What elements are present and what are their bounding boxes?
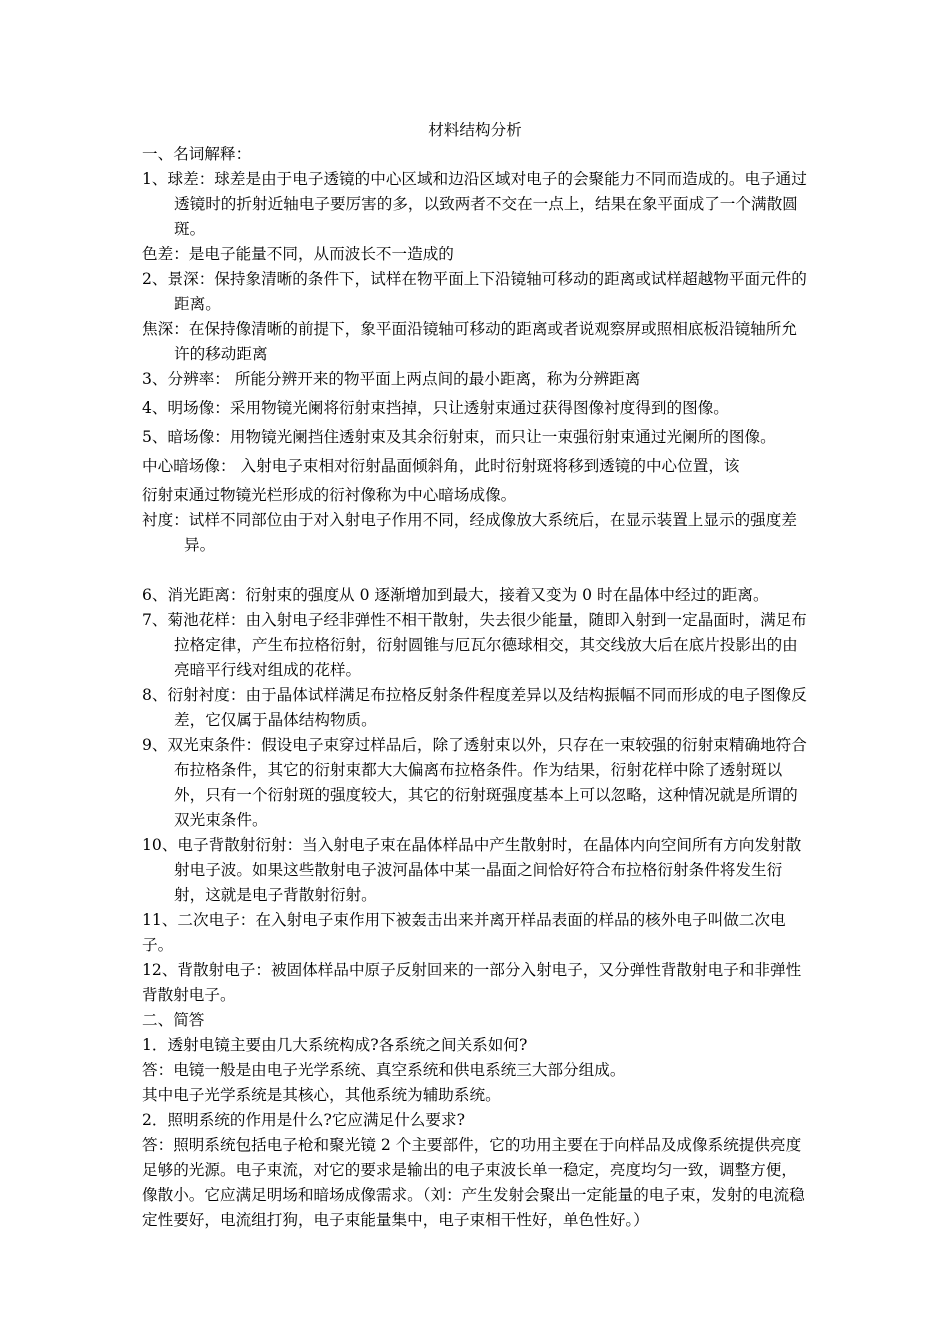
question-2: 2．照明系统的作用是什么?它应满足什么要求? — [142, 1111, 465, 1129]
term-bright-field: 4、明场像：采用物镜光阑将衍射束挡掉，只让透射束通过获得图像衬度得到的图像。 — [142, 399, 729, 417]
answer-1-line2: 其中电子光学系统是其核心，其他系统为辅助系统。 — [142, 1086, 501, 1104]
term-diffraction-contrast: 8、衍射衬度：由于晶体试样满足布拉格反射条件程度差异以及结构振幅不同而形成的电子图像反差，它仅属于晶体结构物质。 — [142, 686, 807, 729]
term-dark-field: 5、暗场像：用物镜光阑挡住透射束及其余衍射束，而只让一束强衍射束通过光阑所的图像。 — [142, 428, 776, 446]
term-centered-dark-field-line1: 中心暗场像： 入射电子束相对衍射晶面倾斜角，此时衍射斑将移到透镜的中心位置，该 — [142, 457, 740, 475]
term-ebsd: 10、电子背散射衍射：当入射电子束在晶体样品中产生散射时，在晶体内向空间所有方向发射散射电子波。如果这些散射电子波河晶体中某一晶面之间恰好符合布拉格衍射条件将发生衍射，这就是电子背散射衍射。 — [142, 836, 802, 904]
term-two-beam-condition: 9、双光束条件：假设电子束穿过样品后，除了透射束以外，只存在一束较强的衍射束精确地符合布拉格条件，其它的衍射束都大大偏离布拉格条件。作为结果，衍射花样中除了透射斑以外，只有一个衍射斑的强度较大，其它的衍射斑强度基本上可以忽略，这种情况就是所谓的双光束条件。 — [142, 736, 807, 829]
term-resolution: 3、分辨率： 所能分辨开来的物平面上两点间的最小距离，称为分辨距离 — [142, 370, 641, 388]
term-spherical-aberration: 1、球差：球差是由于电子透镜的中心区域和边沿区域对电子的会聚能力不同而造成的。电子通过透镜时的折射近轴电子要厉害的多，以致两者不交在一点上，结果在象平面成了一个满散圆斑。 — [142, 170, 807, 238]
question-1: 1．透射电镜主要由几大系统构成?各系统之间关系如何? — [142, 1036, 528, 1054]
term-depth-of-focus: 焦深：在保持像清晰的前提下，象平面沿镜轴可移动的距离或者说观察屏或照相底板沿镜轴所允许的移动距离 — [142, 320, 797, 363]
term-chromatic-aberration: 色差：是电子能量不同，从而波长不一造成的 — [142, 245, 454, 263]
term-kikuchi-pattern: 7、菊池花样：由入射电子经非弹性不相干散射，失去很少能量，随即入射到一定晶面时，满足布拉格定律，产生布拉格衍射，衍射圆锥与厄瓦尔德球相交，其交线放大后在底片投影出的由亮暗平行线对组成的花样。 — [142, 611, 807, 679]
answer-2: 答：照明系统包括电子枪和聚光镜 2 个主要部件，它的功用主要在于向样品及成像系统提供亮度足够的光源。电子束流，对它的要求是输出的电子束波长单一稳定，亮度均匀一致，调整方便，像散小。它应满足明场和暗场成像需求。（刘：产生发射会聚出一定能量的电子束，发射的电流稳定性要好，电流组打狗，电子束能量集中，电子束相干性好，单色性好。） — [142, 1136, 805, 1229]
term-depth-of-field: 2、景深：保持象清晰的条件下，试样在物平面上下沿镜轴可移动的距离或试样超越物平面元件的距离。 — [142, 270, 807, 313]
term-centered-dark-field-line2: 衍射束通过物镜光栏形成的衍衬像称为中心暗场成像。 — [142, 486, 517, 504]
term-backscattered-electrons: 12、背散射电子：被固体样品中原子反射回来的一部分入射电子，又分弹性背散射电子和非弹性背散射电子。 — [142, 961, 802, 1004]
answer-1-line1: 答：电镜一般是由电子光学系统、真空系统和供电系统三大部分组成。 — [142, 1061, 626, 1079]
term-secondary-electrons: 11、二次电子：在入射电子束作用下被轰击出来并离开样品表面的样品的核外电子叫做二次电子。 — [142, 911, 786, 954]
term-extinction-distance: 6、消光距离：衍射束的强度从 0 逐渐增加到最大，接着又变为 0 时在晶体中经过的距离。 — [142, 586, 769, 604]
document-title: 材料结构分析 — [428, 121, 522, 139]
section-heading-terms: 一、名词解释： — [142, 145, 252, 163]
section-heading-qa: 二、简答 — [142, 1011, 205, 1029]
term-contrast: 衬度：试样不同部位由于对入射电子作用不同，经成像放大系统后，在显示装置上显示的强度差异。 — [142, 511, 797, 554]
document-body — [142, 142, 812, 1233]
